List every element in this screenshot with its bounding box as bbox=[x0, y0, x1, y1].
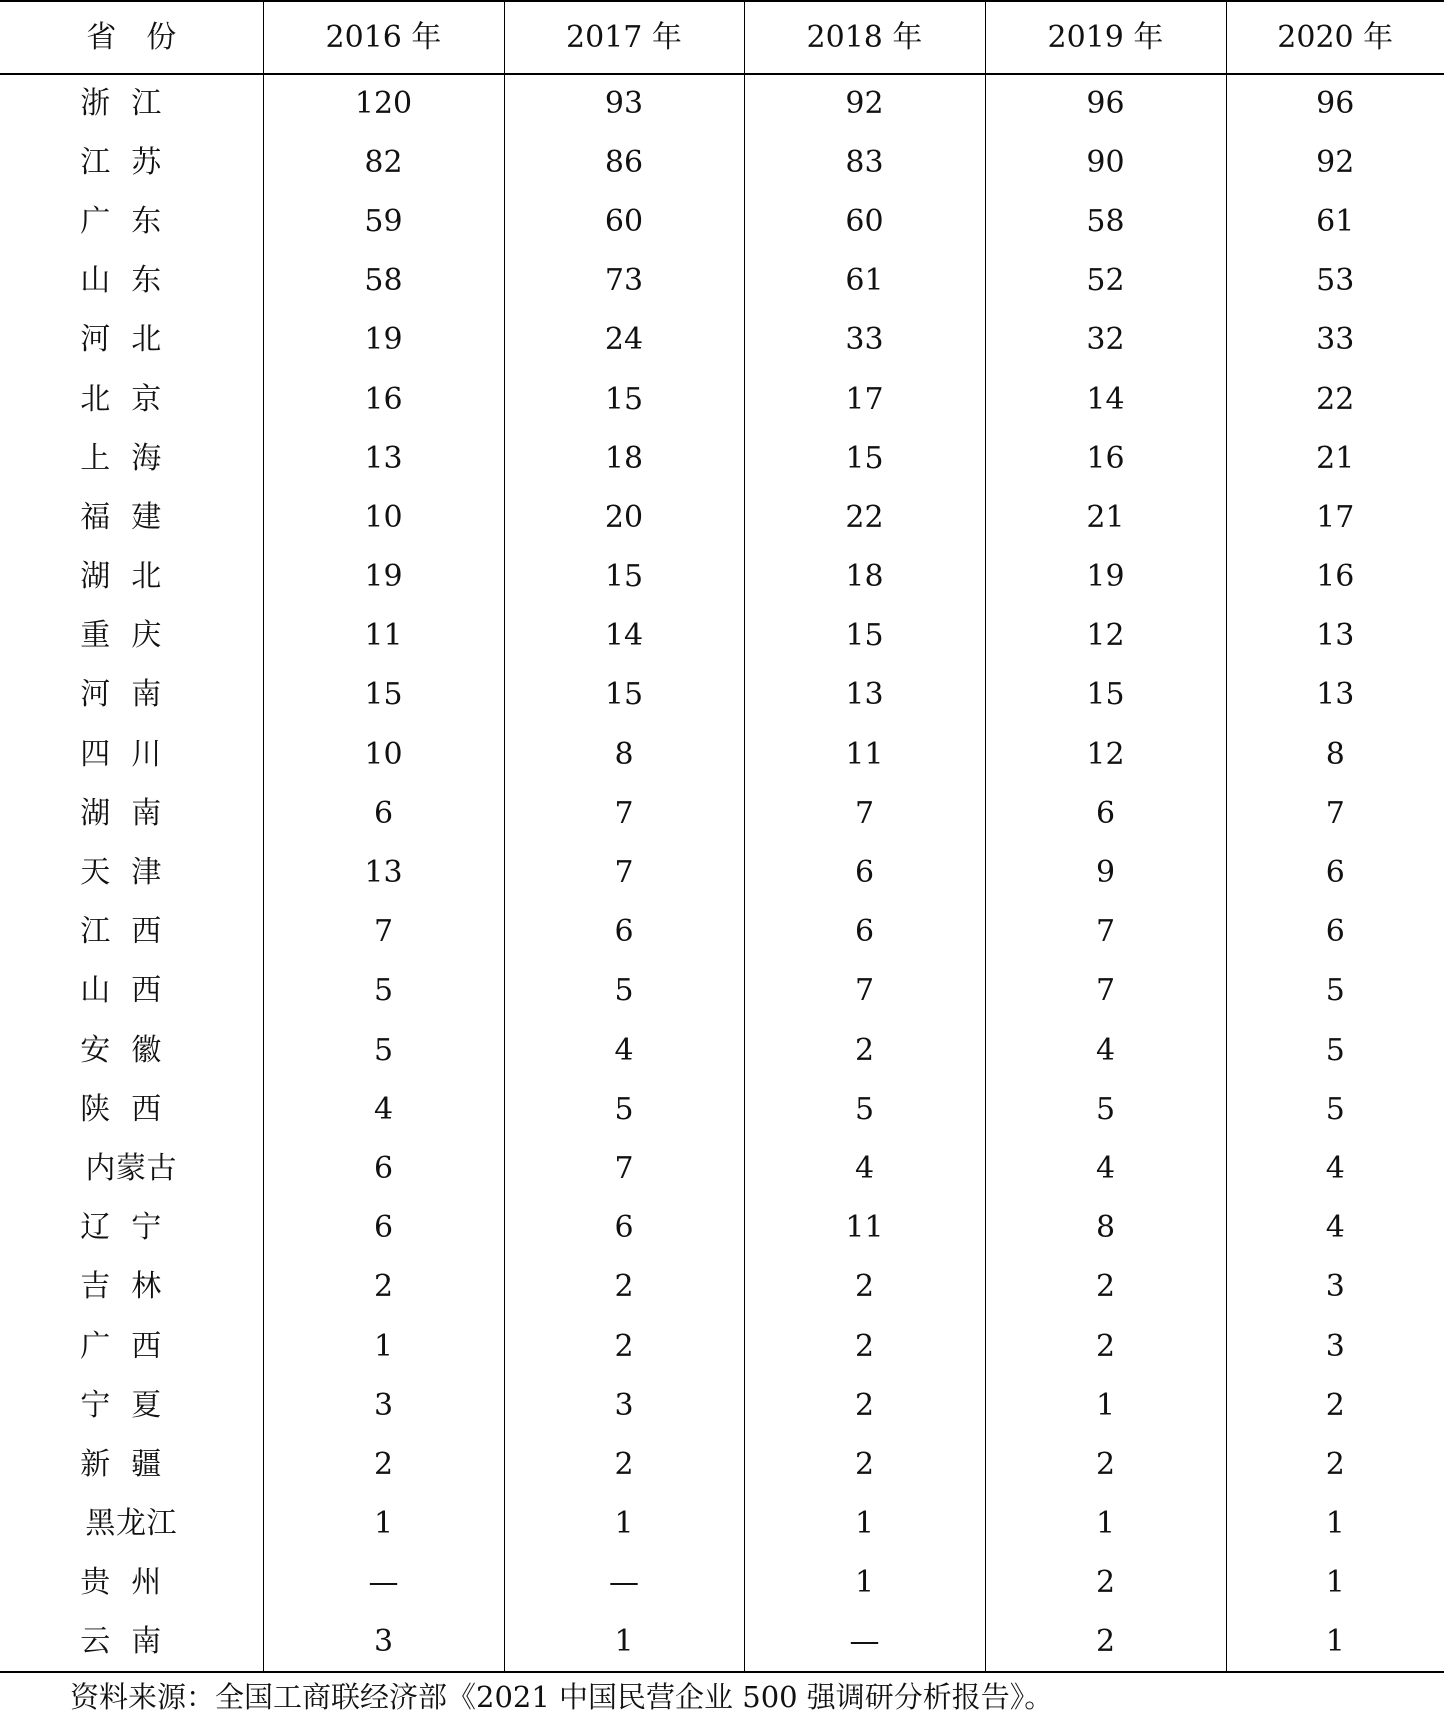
value-cell: 2 bbox=[744, 1258, 985, 1317]
value-cell: 61 bbox=[1226, 192, 1444, 251]
source-note: 资料来源：全国工商联经济部《2021 中国民营企业 500 强调研分析报告》。 bbox=[70, 1680, 1054, 1714]
value-cell: 2 bbox=[744, 1021, 985, 1080]
table-row bbox=[0, 488, 1444, 547]
value-cell: 7 bbox=[744, 784, 985, 843]
value-cell: 83 bbox=[744, 133, 985, 192]
value-cell: 61 bbox=[744, 252, 985, 311]
value-cell: 1 bbox=[263, 1495, 504, 1554]
value-cell: 22 bbox=[744, 488, 985, 547]
value-cell: 21 bbox=[1226, 429, 1444, 488]
value-cell: 82 bbox=[263, 133, 504, 192]
table-row bbox=[0, 1613, 1444, 1672]
value-cell: 6 bbox=[1226, 843, 1444, 902]
table-row bbox=[0, 903, 1444, 962]
value-cell: 52 bbox=[985, 252, 1226, 311]
value-cell: 13 bbox=[1226, 607, 1444, 666]
value-cell: 17 bbox=[1226, 488, 1444, 547]
table-row bbox=[0, 666, 1444, 725]
value-cell: 13 bbox=[263, 843, 504, 902]
province-cell: 山东 bbox=[80, 263, 183, 299]
table-row bbox=[0, 74, 1444, 133]
value-cell: 15 bbox=[504, 370, 744, 429]
value-cell: 2 bbox=[744, 1317, 985, 1376]
value-cell: 2 bbox=[263, 1258, 504, 1317]
table-row bbox=[0, 1435, 1444, 1494]
province-cell: 辽宁 bbox=[80, 1210, 183, 1246]
value-cell: 5 bbox=[504, 1080, 744, 1139]
value-cell: 15 bbox=[744, 607, 985, 666]
value-cell: 13 bbox=[263, 429, 504, 488]
province-cell: 上海 bbox=[80, 440, 183, 476]
table-row bbox=[0, 607, 1444, 666]
header-year-2016: 2016 年 bbox=[263, 1, 504, 74]
value-cell: 7 bbox=[985, 903, 1226, 962]
value-cell: 20 bbox=[504, 488, 744, 547]
value-cell: 53 bbox=[1226, 252, 1444, 311]
value-cell: 13 bbox=[744, 666, 985, 725]
province-cell: 湖南 bbox=[80, 795, 183, 831]
value-cell: 4 bbox=[744, 1139, 985, 1198]
value-cell: 19 bbox=[263, 311, 504, 370]
value-cell: 1 bbox=[744, 1554, 985, 1613]
value-cell: 1 bbox=[1226, 1613, 1444, 1672]
province-cell: 浙江 bbox=[80, 86, 183, 122]
value-cell: 12 bbox=[985, 725, 1226, 784]
value-cell: 3 bbox=[263, 1613, 504, 1672]
value-cell: 14 bbox=[985, 370, 1226, 429]
value-cell: 1 bbox=[744, 1495, 985, 1554]
value-cell: 10 bbox=[263, 725, 504, 784]
value-cell: 92 bbox=[1226, 133, 1444, 192]
value-cell: 2 bbox=[985, 1435, 1226, 1494]
value-cell: 16 bbox=[263, 370, 504, 429]
table-row bbox=[0, 429, 1444, 488]
value-cell: — bbox=[744, 1613, 985, 1672]
value-cell: 4 bbox=[1226, 1199, 1444, 1258]
value-cell: 4 bbox=[985, 1139, 1226, 1198]
value-cell: 2 bbox=[263, 1435, 504, 1494]
value-cell: 2 bbox=[1226, 1435, 1444, 1494]
value-cell: 10 bbox=[263, 488, 504, 547]
value-cell: 1 bbox=[1226, 1495, 1444, 1554]
value-cell: 59 bbox=[263, 192, 504, 251]
value-cell: 6 bbox=[504, 903, 744, 962]
table-row bbox=[0, 784, 1444, 843]
province-cell: 江西 bbox=[80, 914, 183, 950]
value-cell: — bbox=[504, 1554, 744, 1613]
table-row bbox=[0, 252, 1444, 311]
province-cell: 贵州 bbox=[80, 1565, 183, 1601]
value-cell: 6 bbox=[744, 843, 985, 902]
value-cell: 15 bbox=[504, 548, 744, 607]
value-cell: 1 bbox=[504, 1613, 744, 1672]
value-cell: 6 bbox=[1226, 903, 1444, 962]
value-cell: 15 bbox=[263, 666, 504, 725]
value-cell: 21 bbox=[985, 488, 1226, 547]
value-cell: — bbox=[263, 1554, 504, 1613]
value-cell: 14 bbox=[504, 607, 744, 666]
value-cell: 96 bbox=[1226, 74, 1444, 133]
value-cell: 4 bbox=[504, 1021, 744, 1080]
table-row bbox=[0, 1554, 1444, 1613]
value-cell: 1 bbox=[985, 1376, 1226, 1435]
value-cell: 90 bbox=[985, 133, 1226, 192]
value-cell: 24 bbox=[504, 311, 744, 370]
value-cell: 16 bbox=[1226, 548, 1444, 607]
value-cell: 86 bbox=[504, 133, 744, 192]
value-cell: 7 bbox=[504, 784, 744, 843]
table-row bbox=[0, 962, 1444, 1021]
value-cell: 19 bbox=[263, 548, 504, 607]
value-cell: 2 bbox=[985, 1554, 1226, 1613]
value-cell: 2 bbox=[744, 1376, 985, 1435]
value-cell: 5 bbox=[504, 962, 744, 1021]
value-cell: 4 bbox=[263, 1080, 504, 1139]
value-cell: 3 bbox=[263, 1376, 504, 1435]
value-cell: 3 bbox=[1226, 1258, 1444, 1317]
value-cell: 6 bbox=[985, 784, 1226, 843]
value-cell: 2 bbox=[504, 1258, 744, 1317]
table-row bbox=[0, 133, 1444, 192]
value-cell: 8 bbox=[985, 1199, 1226, 1258]
value-cell: 2 bbox=[985, 1258, 1226, 1317]
value-cell: 16 bbox=[985, 429, 1226, 488]
value-cell: 5 bbox=[263, 1021, 504, 1080]
value-cell: 7 bbox=[744, 962, 985, 1021]
province-cell: 山西 bbox=[80, 973, 183, 1009]
value-cell: 7 bbox=[985, 962, 1226, 1021]
value-cell: 8 bbox=[1226, 725, 1444, 784]
value-cell: 12 bbox=[985, 607, 1226, 666]
province-cell: 江苏 bbox=[80, 144, 183, 180]
value-cell: 6 bbox=[263, 1199, 504, 1258]
table-row bbox=[0, 843, 1444, 902]
value-cell: 5 bbox=[1226, 1080, 1444, 1139]
value-cell: 15 bbox=[744, 429, 985, 488]
province-cell: 广西 bbox=[80, 1328, 183, 1364]
value-cell: 58 bbox=[985, 192, 1226, 251]
value-cell: 33 bbox=[744, 311, 985, 370]
value-cell: 11 bbox=[744, 725, 985, 784]
table-row bbox=[0, 370, 1444, 429]
value-cell: 1 bbox=[985, 1495, 1226, 1554]
table-row bbox=[0, 1495, 1444, 1554]
province-cell: 黑龙江 bbox=[85, 1506, 178, 1542]
header-row bbox=[0, 1, 1444, 74]
province-cell: 广东 bbox=[80, 203, 183, 239]
province-cell: 宁夏 bbox=[80, 1387, 183, 1423]
value-cell: 73 bbox=[504, 252, 744, 311]
value-cell: 1 bbox=[263, 1317, 504, 1376]
value-cell: 2 bbox=[985, 1317, 1226, 1376]
value-cell: 5 bbox=[744, 1080, 985, 1139]
table-row bbox=[0, 725, 1444, 784]
value-cell: 7 bbox=[504, 843, 744, 902]
value-cell: 2 bbox=[504, 1435, 744, 1494]
value-cell: 4 bbox=[1226, 1139, 1444, 1198]
value-cell: 120 bbox=[263, 74, 504, 133]
value-cell: 60 bbox=[744, 192, 985, 251]
value-cell: 93 bbox=[504, 74, 744, 133]
province-cell: 四川 bbox=[80, 736, 183, 772]
value-cell: 18 bbox=[744, 548, 985, 607]
value-cell: 6 bbox=[263, 784, 504, 843]
value-cell: 1 bbox=[1226, 1554, 1444, 1613]
value-cell: 58 bbox=[263, 252, 504, 311]
header-year-2019: 2019 年 bbox=[985, 1, 1226, 74]
value-cell: 2 bbox=[1226, 1376, 1444, 1435]
value-cell: 60 bbox=[504, 192, 744, 251]
province-cell: 河南 bbox=[80, 677, 183, 713]
province-cell: 内蒙古 bbox=[85, 1150, 178, 1186]
value-cell: 5 bbox=[1226, 1021, 1444, 1080]
value-cell: 8 bbox=[504, 725, 744, 784]
value-cell: 6 bbox=[744, 903, 985, 962]
value-cell: 17 bbox=[744, 370, 985, 429]
province-cell: 陕西 bbox=[80, 1091, 183, 1127]
table-row bbox=[0, 1376, 1444, 1435]
province-cell: 安徽 bbox=[80, 1032, 183, 1068]
province-cell: 福建 bbox=[80, 499, 183, 535]
value-cell: 32 bbox=[985, 311, 1226, 370]
header-year-2020: 2020 年 bbox=[1226, 1, 1444, 74]
table-row bbox=[0, 1317, 1444, 1376]
value-cell: 13 bbox=[1226, 666, 1444, 725]
table-row bbox=[0, 311, 1444, 370]
value-cell: 9 bbox=[985, 843, 1226, 902]
header-year-2018: 2018 年 bbox=[744, 1, 985, 74]
value-cell: 2 bbox=[744, 1435, 985, 1494]
header-year-2017: 2017 年 bbox=[504, 1, 744, 74]
table-row bbox=[0, 548, 1444, 607]
value-cell: 33 bbox=[1226, 311, 1444, 370]
province-cell: 北京 bbox=[80, 381, 183, 417]
value-cell: 18 bbox=[504, 429, 744, 488]
table-row bbox=[0, 1199, 1444, 1258]
value-cell: 3 bbox=[1226, 1317, 1444, 1376]
value-cell: 22 bbox=[1226, 370, 1444, 429]
header-province: 省 份 bbox=[0, 1, 263, 74]
value-cell: 2 bbox=[985, 1613, 1226, 1672]
province-cell: 吉林 bbox=[80, 1269, 183, 1305]
value-cell: 15 bbox=[985, 666, 1226, 725]
province-cell: 河北 bbox=[80, 322, 183, 358]
province-cell: 新疆 bbox=[80, 1446, 183, 1482]
value-cell: 4 bbox=[985, 1021, 1226, 1080]
value-cell: 5 bbox=[1226, 962, 1444, 1021]
value-cell: 11 bbox=[744, 1199, 985, 1258]
value-cell: 1 bbox=[504, 1495, 744, 1554]
value-cell: 6 bbox=[504, 1199, 744, 1258]
table-row bbox=[0, 1258, 1444, 1317]
value-cell: 5 bbox=[263, 962, 504, 1021]
table-row bbox=[0, 1080, 1444, 1139]
table-row bbox=[0, 192, 1444, 251]
value-cell: 3 bbox=[504, 1376, 744, 1435]
value-cell: 7 bbox=[1226, 784, 1444, 843]
province-cell: 云南 bbox=[0, 1613, 263, 1672]
value-cell: 5 bbox=[985, 1080, 1226, 1139]
value-cell: 7 bbox=[504, 1139, 744, 1198]
value-cell: 6 bbox=[263, 1139, 504, 1198]
value-cell: 7 bbox=[263, 903, 504, 962]
value-cell: 19 bbox=[985, 548, 1226, 607]
value-cell: 11 bbox=[263, 607, 504, 666]
province-cell: 天津 bbox=[80, 855, 183, 891]
province-cell: 湖北 bbox=[80, 559, 183, 595]
province-cell: 重庆 bbox=[80, 618, 183, 654]
value-cell: 15 bbox=[504, 666, 744, 725]
table-row bbox=[0, 1021, 1444, 1080]
value-cell: 96 bbox=[985, 74, 1226, 133]
table-row bbox=[0, 1139, 1444, 1198]
value-cell: 92 bbox=[744, 74, 985, 133]
value-cell: 2 bbox=[504, 1317, 744, 1376]
